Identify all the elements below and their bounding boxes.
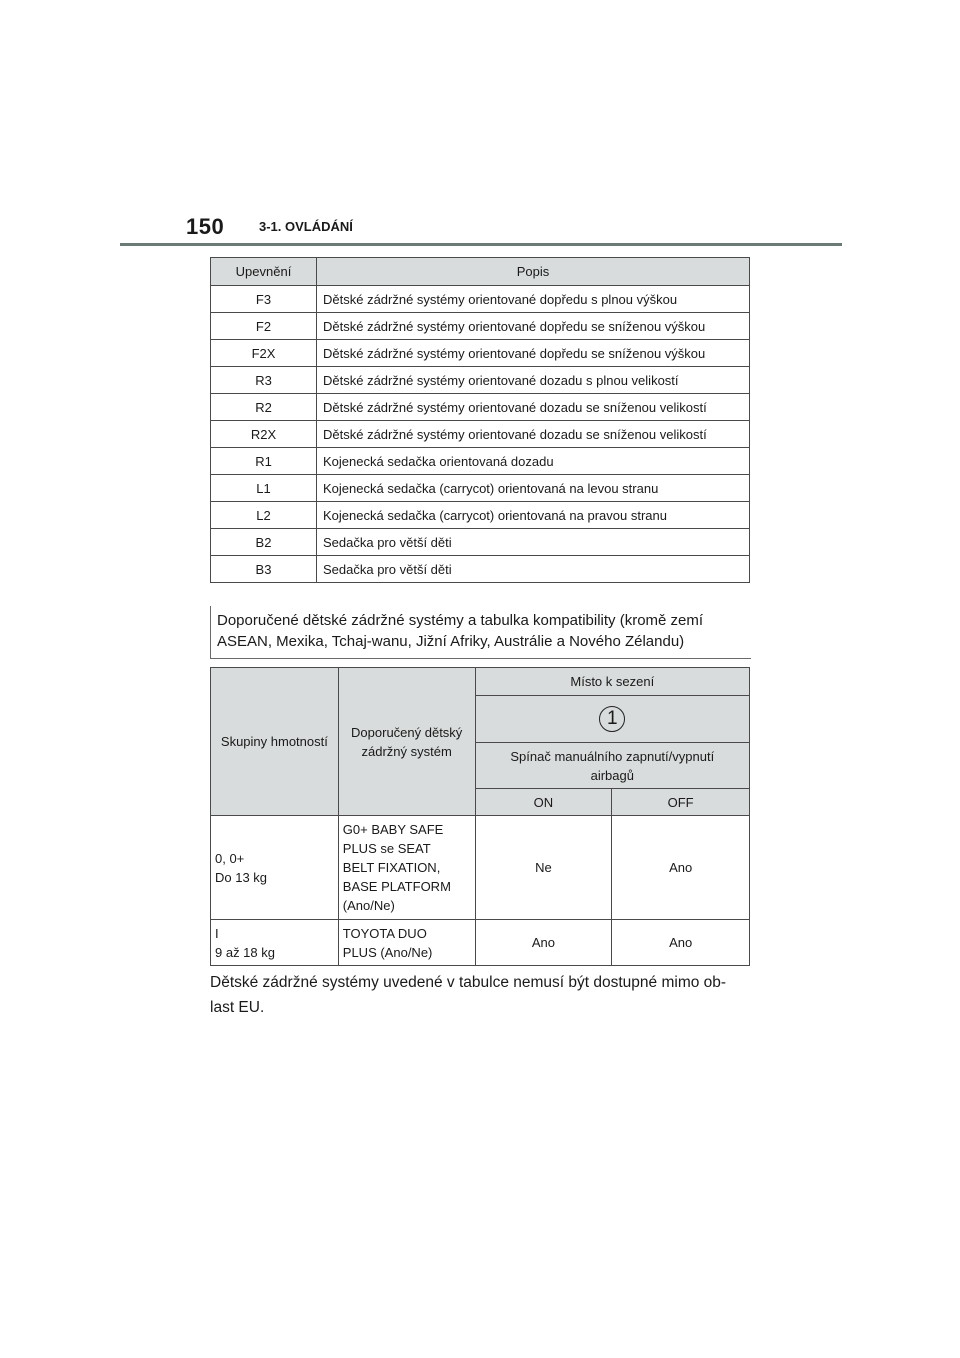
- fixture-code: B2: [211, 529, 317, 556]
- seat-number-circle: 1: [599, 706, 625, 732]
- fixture-code: R2: [211, 394, 317, 421]
- system-line: PLUS se SEAT: [342, 841, 431, 856]
- airbag-off-value: Ano: [612, 920, 750, 966]
- system-line: TOYOTA DUO: [342, 925, 427, 941]
- weight-group-range: Do 13 kg: [215, 869, 268, 885]
- fixture-code: R1: [211, 448, 317, 475]
- fixture-code: L1: [211, 475, 317, 502]
- fixture-description: Sedačka pro větší děti: [317, 529, 750, 556]
- fixture-code: R3: [211, 367, 317, 394]
- system-line: G0+ BABY SAFE: [342, 822, 444, 837]
- fixture-code: B3: [211, 556, 317, 583]
- table-row: [211, 920, 750, 966]
- table-row: [211, 367, 750, 394]
- weight-group-name: 0, 0+: [215, 850, 245, 866]
- table-row: [211, 286, 750, 313]
- fixture-description: Dětské zádržné systémy orientované dozadu s plnou velikostí: [317, 367, 750, 394]
- weight-group-name: I: [215, 925, 219, 941]
- system-line: BELT FIXATION,: [342, 860, 441, 875]
- fixture-code: F2: [211, 313, 317, 340]
- fixture-description: Dětské zádržné systémy orientované dopředu se sníženou výškou: [317, 340, 750, 367]
- header-line: Doporučený dětský: [351, 724, 463, 740]
- page-number: 150: [186, 214, 225, 239]
- header-line: Spínač manuálního zapnutí/vypnutí: [510, 748, 715, 764]
- fixture-description: Sedačka pro větší děti: [317, 556, 750, 583]
- header-line: airbagů: [590, 767, 634, 783]
- section-heading-line: Doporučené dětské zádržné systémy a tabulka kompatibility (kromě zemí: [217, 612, 704, 629]
- table-row: [211, 448, 750, 475]
- footnote-line: last EU.: [210, 999, 265, 1016]
- system-line: BASE PLATFORM: [342, 879, 451, 894]
- fixture-code: F2X: [211, 340, 317, 367]
- table-row: [211, 816, 750, 920]
- header-line: zádržný systém: [361, 743, 452, 759]
- weight-group-cell: [211, 816, 339, 920]
- table-row: [211, 340, 750, 367]
- table-row: [211, 556, 750, 583]
- fixture-code: F3: [211, 286, 317, 313]
- header-divider: [120, 243, 842, 246]
- footnote-line: Dětské zádržné systémy uvedené v tabulce nemusí být dostupné mimo ob-: [210, 974, 727, 991]
- column-header-fixture: Upevnění: [211, 258, 317, 286]
- table-header-row: [211, 258, 750, 286]
- airbag-off-value: Ano: [612, 816, 750, 920]
- system-line: PLUS (Ano/Ne): [342, 944, 433, 960]
- table-row: [211, 421, 750, 448]
- table-header-row: [211, 668, 750, 696]
- seat-position-header: Místo k sezení: [475, 668, 749, 696]
- system-line: (Ano/Ne): [342, 898, 395, 913]
- table-row: [211, 394, 750, 421]
- table-row: [211, 529, 750, 556]
- fixture-description: Dětské zádržné systémy orientované dozadu se sníženou velikostí: [317, 421, 750, 448]
- section-heading: [210, 606, 751, 659]
- airbag-on-value: Ano: [475, 920, 612, 966]
- table-row: [211, 475, 750, 502]
- fixture-description-table: [210, 257, 750, 583]
- recommended-system-cell: [338, 920, 475, 966]
- fixture-code: R2X: [211, 421, 317, 448]
- column-header-recommended-system: [338, 668, 475, 816]
- weight-group-range: 9 až 18 kg: [215, 944, 275, 960]
- table-row: [211, 502, 750, 529]
- seat-number-cell: [475, 696, 749, 743]
- fixture-description: Kojenecká sedačka orientovaná dozadu: [317, 448, 750, 475]
- airbag-switch-header: [475, 743, 749, 789]
- fixture-code: L2: [211, 502, 317, 529]
- section-title: 3-1. OVLÁDÁNÍ: [259, 219, 353, 234]
- fixture-description: Kojenecká sedačka (carrycot) orientovaná na levou stranu: [317, 475, 750, 502]
- column-header-on: ON: [475, 789, 612, 816]
- footnote: [210, 970, 750, 1020]
- fixture-description: Kojenecká sedačka (carrycot) orientovaná na pravou stranu: [317, 502, 750, 529]
- airbag-on-value: Ne: [475, 816, 612, 920]
- weight-group-cell: [211, 920, 339, 966]
- column-header-weight-groups: Skupiny hmotností: [211, 668, 339, 816]
- fixture-description: Dětské zádržné systémy orientované dozadu se sníženou velikostí: [317, 394, 750, 421]
- section-heading-line: ASEAN, Mexika, Tchaj-wanu, Jižní Afriky, Austrálie a Nového Zélandu): [217, 633, 685, 650]
- column-header-off: OFF: [612, 789, 750, 816]
- table-row: [211, 313, 750, 340]
- fixture-description: Dětské zádržné systémy orientované dopředu s plnou výškou: [317, 286, 750, 313]
- column-header-description: Popis: [317, 258, 750, 286]
- fixture-description: Dětské zádržné systémy orientované dopředu se sníženou výškou: [317, 313, 750, 340]
- compatibility-table: [210, 667, 750, 966]
- recommended-system-cell: [338, 816, 475, 920]
